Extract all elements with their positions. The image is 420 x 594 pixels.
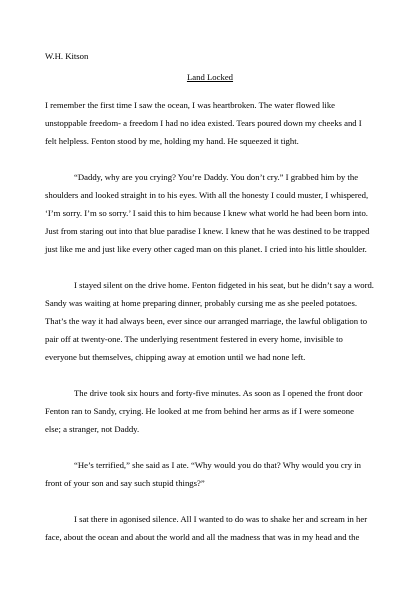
paragraph-line: The drive took six hours and forty-five minutes. As soon as I opened the front door (74, 388, 363, 398)
paragraph-line: front of your son and say such stupid things?” (45, 478, 205, 488)
paragraph-line: I sat there in agonised silence. All I wanted to do was to shake her and scream in her (74, 514, 368, 524)
paragraph-line: ‘I’m sorry. I’m so sorry.’ I said this to him because I knew what world he had been born into. (45, 208, 368, 218)
paragraph-line: just like me and just like every other caged man on this planet. I cried into his little shoulder. (45, 244, 367, 254)
paragraph (45, 96, 375, 150)
paragraph-line: everyone but themselves, chipping away at emotion until we had none left. (45, 352, 306, 362)
paragraph-line: Just from staring out into that blue paradise I knew. I knew that he was destined to be trapped (45, 226, 370, 236)
paragraph (45, 456, 375, 492)
paragraph (45, 384, 375, 438)
paragraph-line: That’s the way it had always been, ever since our arranged marriage, the lawful obligation to (45, 316, 368, 326)
author-name: W.H. Kitson (45, 51, 89, 61)
paragraph-line: pair off at twenty-one. The underlying resentment festered in every home, invisible to (45, 334, 343, 344)
paragraph-line: felt helpless. Fenton stood by me, holding my hand. He squeezed it tight. (45, 136, 299, 146)
paragraph (45, 168, 375, 258)
paragraph (45, 510, 375, 546)
paragraph-line: shoulders and looked straight in to his eyes. With all the honesty I could muster, I whispered, (45, 190, 369, 200)
paragraph-line: unstoppable freedom- a freedom I had no idea existed. Tears poured down my cheeks and I (45, 118, 362, 128)
story-title: Land Locked (186, 72, 234, 82)
paragraph-line: else; a stranger, not Daddy. (45, 424, 140, 434)
paragraph-line: “He’s terrified,” she said as I ate. “Why would you do that? Why would you cry in (74, 460, 361, 470)
paragraph-line: face, about the ocean and about the world and all the madness that was in my head and the (45, 532, 360, 542)
paragraph-line: I remember the first time I saw the ocean, I was heartbroken. The water flowed like (45, 100, 336, 110)
story-body (45, 96, 375, 564)
paragraph-line: “Daddy, why are you crying? You’re Daddy. You don’t cry.” I grabbed him by the (74, 172, 359, 182)
paragraph (45, 276, 375, 366)
paragraph-line: Fenton ran to Sandy, crying. He looked at me from behind her arms as if I were someone (45, 406, 354, 416)
paragraph-line: Sandy was waiting at home preparing dinner, probably cursing me as she peeled potatoes. (45, 298, 358, 308)
paragraph-line: I stayed silent on the drive home. Fenton fidgeted in his seat, but he didn’t say a word. (74, 280, 374, 290)
